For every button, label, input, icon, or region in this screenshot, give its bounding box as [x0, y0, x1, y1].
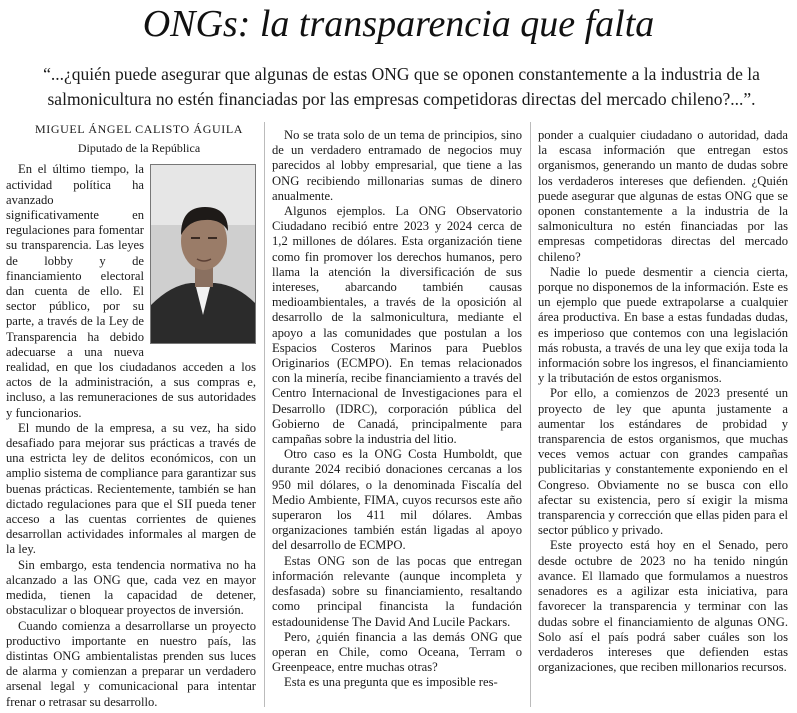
author-name: MIGUEL ÁNGEL CALISTO ÁGUILA — [34, 122, 244, 136]
headline: ONGs: la transparencia que falta — [142, 3, 655, 45]
article-column-3 — [538, 128, 788, 675]
column-1-paragraph: Sin embargo, esta tendencia normativa no ha alcanzado a las ONG que, cada vez en mayor medida, tienen la capacidad de detener, obstaculizar o bloquear proyectos de inversión. — [6, 557, 256, 618]
column-divider — [530, 122, 531, 707]
column-3-paragraph: Nadie lo puede desmentir a ciencia cierta, porque no disponemos de la información. Este es un ejemplo que puede extrapolarse a cualquier área productiva. En base a estas fundadas dudas, es imperioso que contemos con una legislación más robusta, a través de una ley que exija toda la información sobre los ingresos, el financiamiento y la tributación de estos organismos. — [538, 264, 788, 386]
article-column-1 — [6, 122, 256, 710]
article-column-2 — [272, 128, 522, 691]
column-3-paragraph: Por ello, a comienzos de 2023 presenté un proyecto de ley que apunta justamente a aumentar los estándares de probidad y transparencia de estos organismos, que muchas veces vemos actuar con grandes campañas publicitarias y constantemente exponiendo en el Congreso. Obviamente no se busca con ello afectar su existencia, pero sí exigir la misma transparencia y corrección que ellas piden para el sector público y privado. — [538, 386, 788, 538]
column-divider — [264, 122, 265, 707]
column-2-paragraph: Pero, ¿quién financia a las demás ONG que operan en Chile, como Oceana, Terram o Greenpeace, entre muchas otras? — [272, 629, 522, 675]
author-photo — [150, 164, 256, 344]
column-2-paragraph: Algunos ejemplos. La ONG Observatorio Ciudadano recibió entre 2023 y 2024 cerca de 1,2 millones de dólares. Esta organización tiene como fin promover los derechos humanos, pero llama la atención la diversificación de sus intereses, abarcando también causas medioambientales, a través de la oposición al desarrollo de la salmonicultura, mediante el apoyo a las comunidades que postulan a los Espacios Costeros Marinos para Pueblos Originarios (ECMPO). En temas relacionados con la minería, recibe financiamiento a través del Centro Internacional de Investigaciones para el Desarrollo (IDRC), corporación pública del Gobierno de Canadá, principalmente para campañas sobre la industria del litio. — [272, 204, 522, 447]
column-2-paragraph: Estas ONG son de las pocas que entregan información relevante (aunque incompleta y desfasada) sobre su financiamiento, resaltando como principal financista la fundación estadounidense The David And Lucile Packars. — [272, 553, 522, 629]
column-1-paragraph: Cuando comienza a desarrollarse un proyecto productivo importante en nuestro país, las distintas ONG ambientalistas prenden sus luces de alarma y comienzan a preparar un verdadero arsenal legal y comunicacional para intentar frenar o retrasar su desarrollo. — [6, 618, 256, 709]
column-1-paragraph: En el último tiempo, la actividad política ha avanzado significativamente en regulaciones para fomentar su transparencia. Las leyes de lobby y de financiamiento electoral dan cuenta de ello. El sector público, por su parte, a través de la Ley de Transparencia ha debido adecuarse a una nueva realidad, en que los ciudadanos acceden a los actos de la administración, a sus compras e, incluso, a las remuneraciones de sus autoridades y funcionarios. — [6, 162, 256, 420]
column-2-paragraph: No se trata solo de un tema de principios, sino de un verdadero entramado de negocios muy parecidos al lobby empresarial, que tiene a las ONG recibiendo millonarias sumas de dinero anualmente. — [272, 128, 522, 203]
column-1-paragraph: El mundo de la empresa, a su vez, ha sido desafiado para mejorar sus prácticas a través de una estricta ley de delitos económicos, con un amplio sistema de compliance para garantizar sus buenas prácticas. Recientemente, también se han dictado regulaciones para que el SII pueda tener acceso a las cuentas corrientes de quienes desarrollan actividades informales al margen de la ley. — [6, 420, 256, 557]
column-2-paragraph: Esta es una pregunta que es imposible res- — [284, 675, 498, 690]
author-role: Diputado de la República — [77, 141, 201, 156]
column-3-paragraph: Este proyecto está hoy en el Senado, pero desde octubre de 2023 no ha tenido ningún avance. El llamado que formulamos a nuestros senadores es a agilizar esta iniciativa, para favorecer la transparencia y terminar con las dudas sobre el financiamiento de algunas ONG. Solo así el país podrá saber cuáles son los verdaderos intereses que defienden estas organizaciones, que reciben millonarios recursos. — [538, 538, 788, 675]
column-3-paragraph: ponder a cualquier ciudadano o autoridad, dada la escasa información que entregan estos organismos, generando un manto de dudas sobre los verdaderos intereses que defienden. ¿Quién puede asegurar que algunas de estas ONG que se oponen constantemente a la industria de la salmonicultura no estén financiadas por las empresas competidoras directas del mercado chileno? — [538, 128, 788, 264]
column-2-paragraph: Otro caso es la ONG Costa Humboldt, que durante 2024 recibió donaciones cercanas a los 950 mil dólares, o la denominada Fiscalía del Medio Ambiente, FIMA, cuyos recursos este año superaron los 411 mil dólares. Ambas organizaciones también están ligadas al apoyo del desarrollo de ECMPO. — [272, 447, 522, 553]
pull-quote: “...¿quién puede asegurar que algunas de estas ONG que se oponen constantemente a la industria de la salmonicultura no estén financiadas por las empresas competidoras directas del mercado chileno?...”. — [43, 64, 760, 109]
